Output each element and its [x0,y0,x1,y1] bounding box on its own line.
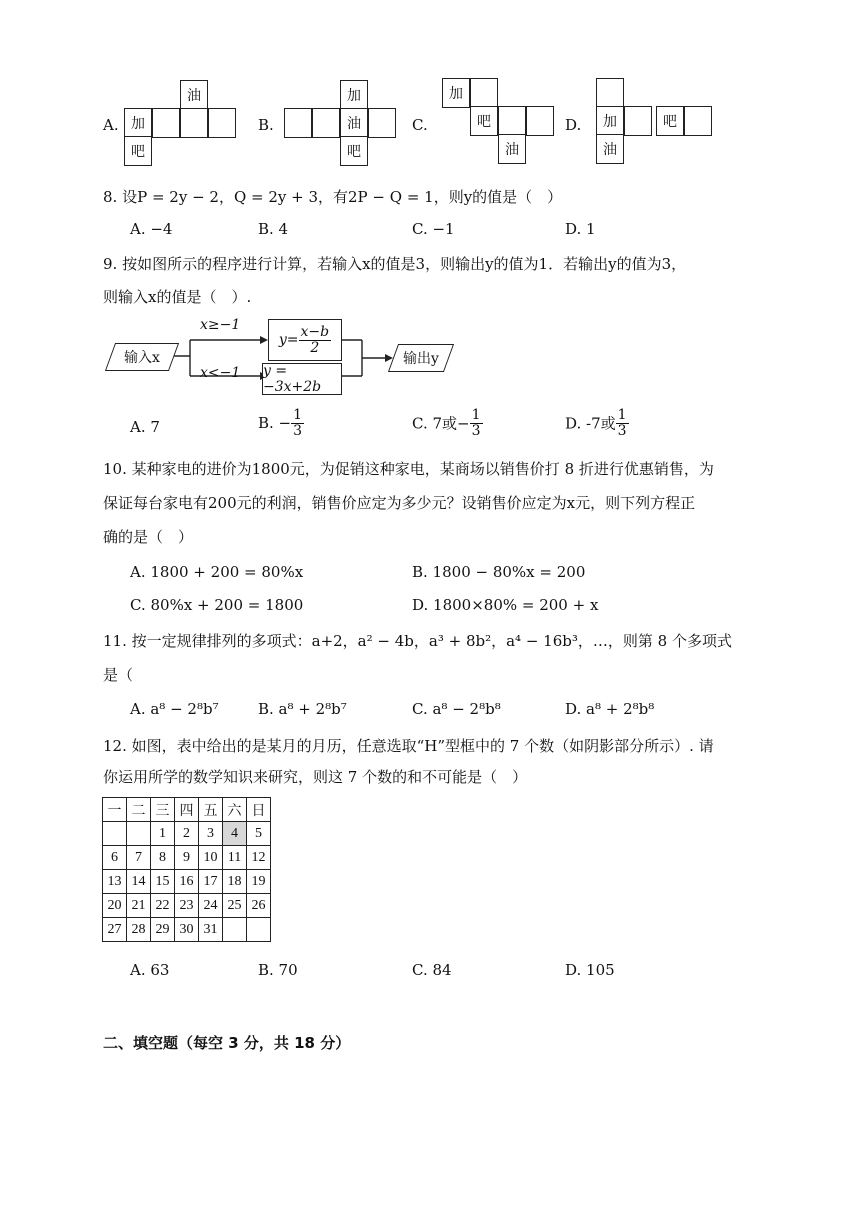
q11-option-a: A. a⁸ − 2⁸b⁷ [130,700,219,718]
calendar-cell [223,918,247,942]
calendar-cell: 22 [151,894,175,918]
net-d-cell: 加 [596,106,624,136]
q8-stem: 8. 设P = 2y − 2，Q = 2y + 3，有2P − Q = 1，则y的值是（ ） [103,188,563,206]
calendar-header-cell: 三 [151,798,175,822]
net-a-cell: 吧 [124,136,152,166]
net-a-cell [208,108,236,138]
calendar-header-cell: 六 [223,798,247,822]
q12-option-b: B. 70 [258,961,298,979]
fraction-numerator: 1 [471,407,481,423]
calendar-cell: 10 [199,846,223,870]
q9-line2: 则输入x的值是（ ）. [103,288,252,306]
q10-option-b: B. 1800 − 80%x = 200 [412,563,586,581]
flow-condition-top: x≥−1 [200,317,241,333]
calendar-header-row [103,798,271,822]
net-b-cell [368,108,396,138]
fraction-denominator: 3 [617,422,627,439]
calendar-cell: 14 [127,870,151,894]
net-a-cell [152,108,180,138]
q9-option-c [412,408,483,438]
calendar-header-cell: 四 [175,798,199,822]
flow-output-box [388,344,454,372]
q8-option-a: A. −4 [130,220,173,238]
net-a-cell: 加 [124,108,152,138]
q9-option-c-label: C. 7或− [412,414,470,433]
calendar-row [103,894,271,918]
q12-calendar [102,797,271,942]
flow-input-label: 输入x [124,350,160,366]
q12-line2: 你运用所学的数学知识来研究，则这 7 个数的和不可能是（ ） [103,768,528,786]
calendar-cell: 7 [127,846,151,870]
calendar-header-cell: 五 [199,798,223,822]
calendar-cell: 31 [199,918,223,942]
net-d-cell [596,78,624,108]
calendar-cell-shaded: 4 [223,822,247,846]
calendar-header-cell: 日 [247,798,271,822]
calendar-cell: 2 [175,822,199,846]
net-c-cell: 加 [442,78,470,108]
net-d-cell: 油 [596,134,624,164]
calendar-row [103,822,271,846]
calendar-cell: 21 [127,894,151,918]
calendar-cell: 25 [223,894,247,918]
q9-line1: 9. 按如图所示的程序进行计算，若输入x的值是3，则输出y的值为1．若输出y的值为3， [103,255,687,273]
flow-formula-bottom-box: y = −3x+2b [262,363,342,395]
calendar-cell: 19 [247,870,271,894]
flow-output-label: 输出y [403,351,439,367]
net-b-cell: 加 [340,80,368,110]
net-a-cell [180,108,208,138]
q9-option-a: A. 7 [130,418,160,436]
calendar-cell: 6 [103,846,127,870]
q9-option-c-fraction [470,408,483,438]
q11-option-d: D. a⁸ + 2⁸b⁸ [565,700,655,718]
calendar-cell [127,822,151,846]
flow-formula-top-prefix: y= [278,332,299,348]
calendar-cell: 26 [247,894,271,918]
net-b-cell [284,108,312,138]
net-d-cell [684,106,712,136]
q11-option-b: B. a⁸ + 2⁸b⁷ [258,700,347,718]
q10-option-d: D. 1800×80% = 200 + x [412,596,599,614]
net-a-cell: 油 [180,80,208,110]
q7-option-c-letter: C. [412,116,428,134]
flow-input-box [105,343,179,371]
q12-option-c: C. 84 [412,961,452,979]
q7-option-a-letter: A. [103,116,119,134]
calendar-cell: 13 [103,870,127,894]
q12-option-a: A. 63 [130,961,170,979]
calendar-cell: 5 [247,822,271,846]
q8-option-c: C. −1 [412,220,455,238]
q10-line3: 确的是（ ） [103,528,194,546]
flow-formula-top-box [268,319,342,361]
q12-line1: 12. 如图，表中给出的是某月的月历，任意选取“H”型框中的 7 个数（如阴影部分所示）. 请 [103,737,714,755]
net-b-cell [312,108,340,138]
calendar-cell: 16 [175,870,199,894]
fraction-numerator: 1 [293,407,303,423]
q8-option-b: B. 4 [258,220,289,238]
calendar-cell: 30 [175,918,199,942]
net-c-cell: 油 [498,134,526,164]
calendar-cell: 18 [223,870,247,894]
net-c-cell [470,78,498,108]
fraction-numerator: x−b [300,323,330,340]
q9-option-d [565,408,629,438]
q9-option-d-fraction [616,408,629,438]
flow-formula-top-fraction [299,325,332,355]
calendar-cell: 28 [127,918,151,942]
q10-line2: 保证每台家电有200元的利润，销售价应定为多少元？设销售价应定为x元，则下列方程正 [103,494,696,512]
net-b-cell: 吧 [340,136,368,166]
q7-option-b-letter: B. [258,116,274,134]
calendar-row [103,918,271,942]
calendar-cell: 8 [151,846,175,870]
q9-option-b [258,408,304,438]
fraction-denominator: 2 [310,339,320,356]
net-c-cell [498,106,526,136]
net-d-cell [624,106,652,136]
calendar-row [103,846,271,870]
calendar-cell: 17 [199,870,223,894]
net-d-cell: 吧 [656,106,684,136]
fraction-denominator: 3 [293,422,303,439]
q10-option-c: C. 80%x + 200 = 1800 [130,596,304,614]
q12-option-d: D. 105 [565,961,615,979]
calendar-cell: 23 [175,894,199,918]
q8-option-d: D. 1 [565,220,596,238]
calendar-cell: 29 [151,918,175,942]
calendar-cell: 3 [199,822,223,846]
calendar-cell [103,822,127,846]
fraction-numerator: 1 [617,407,627,423]
q10-line1: 10. 某种家电的进价为1800元，为促销这种家电，某商场以销售价打 8 折进行优惠销售，为 [103,460,714,478]
net-b-cell: 油 [340,108,368,138]
fraction-denominator: 3 [471,422,481,439]
q10-option-a: A. 1800 + 200 = 80%x [130,563,304,581]
q11-option-c: C. a⁸ − 2⁸b⁸ [412,700,501,718]
flow-condition-bottom: x<−1 [200,365,241,381]
calendar-header-cell: 二 [127,798,151,822]
calendar-cell: 1 [151,822,175,846]
net-c-cell [526,106,554,136]
q7-option-d-letter: D. [565,116,582,134]
calendar-cell: 20 [103,894,127,918]
calendar-header-cell: 一 [103,798,127,822]
calendar-row [103,870,271,894]
section-heading: 二、填空题（每空 3 分，共 18 分） [103,1034,351,1052]
q11-line1: 11. 按一定规律排列的多项式：a+2，a² − 4b，a³ + 8b²，a⁴ − 16b³，…，则第 8 个多项式 [103,632,732,650]
calendar-cell: 12 [247,846,271,870]
calendar-cell [247,918,271,942]
q9-option-b-fraction [291,408,304,438]
calendar-cell: 24 [199,894,223,918]
calendar-cell: 15 [151,870,175,894]
calendar-cell: 27 [103,918,127,942]
q11-line2: 是（ [103,666,134,684]
calendar-cell: 9 [175,846,199,870]
q9-option-b-label: B. − [258,414,292,433]
net-c-cell: 吧 [470,106,498,136]
calendar-cell: 11 [223,846,247,870]
q9-option-d-label: D. -7或 [565,414,616,433]
